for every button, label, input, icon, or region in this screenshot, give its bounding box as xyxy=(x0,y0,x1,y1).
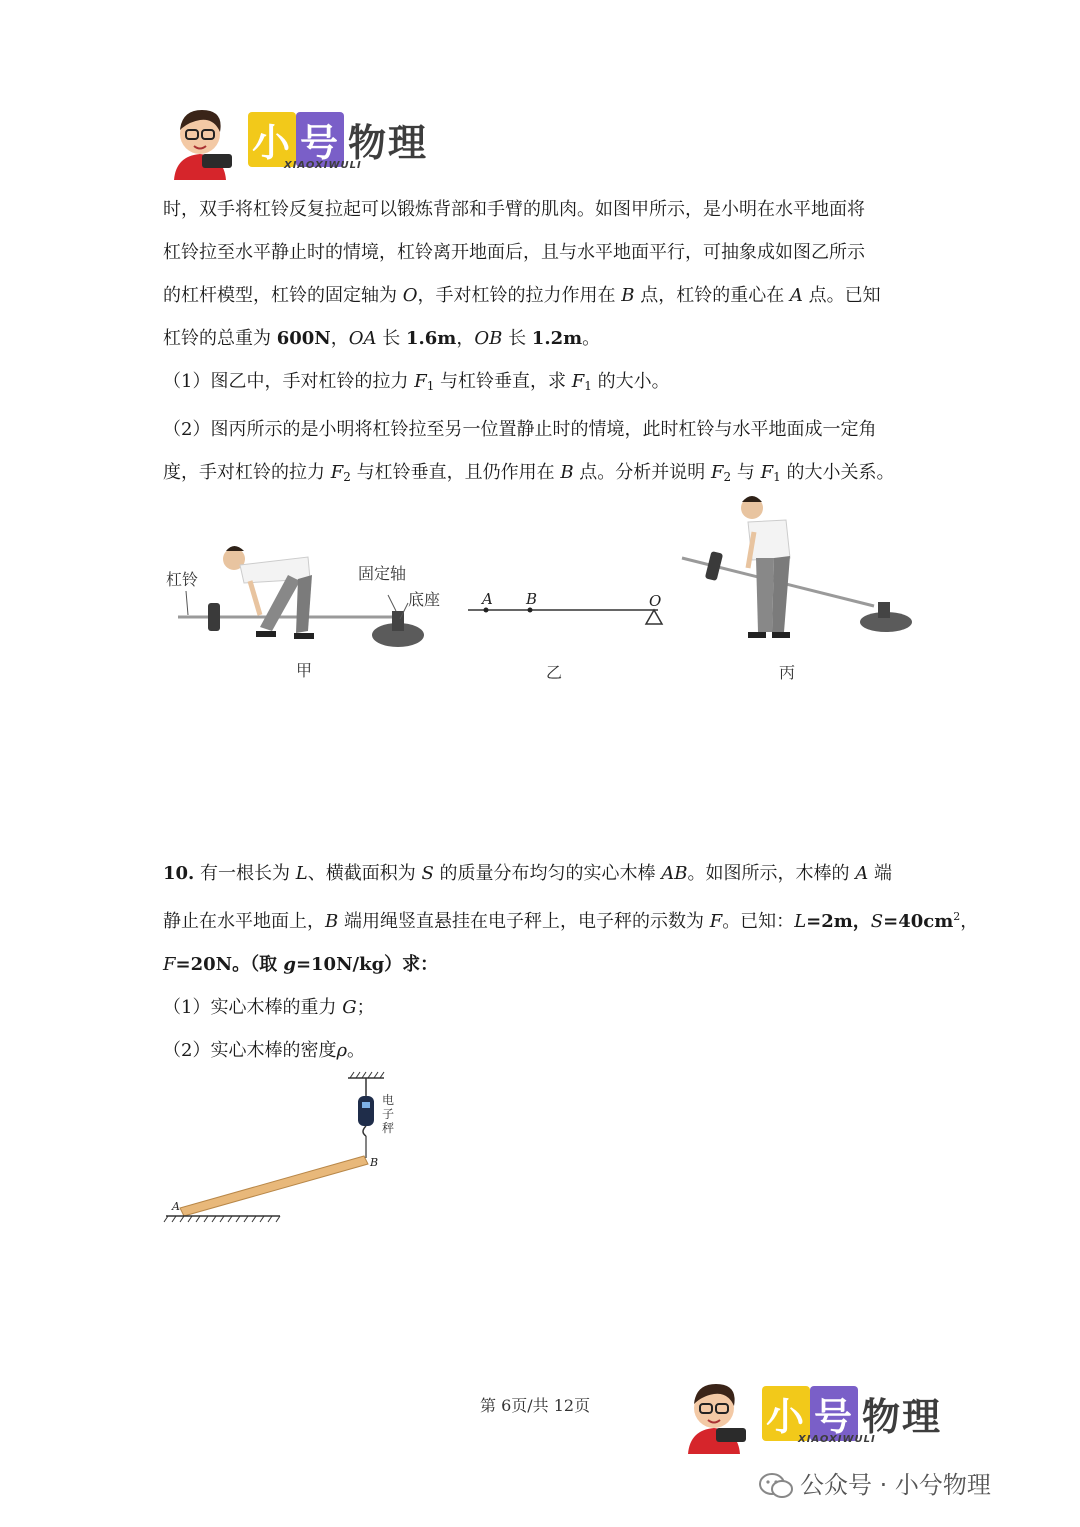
q10-subquestion-2: （2）实心木棒的密度ρ。 xyxy=(163,1040,366,1061)
label-point-b: B xyxy=(526,590,538,608)
brand-name: 小 号 物理 xyxy=(762,1386,942,1441)
q9-line-2: 杠铃拉至水平静止时的情境，杠铃离开地面后，且与水平地面平行，可抽象成如图乙所示 xyxy=(163,242,865,263)
label-fixed-axis: 固定轴 xyxy=(358,564,407,583)
q10-line-2: 静止在水平地面上，B 端用绳竖直悬挂在电子秤上，电子秤的示数为 F。已知：L=2m，$S=40cm^2$， xyxy=(163,910,979,932)
label-rod-a: A xyxy=(172,1200,180,1213)
scale-label-3: 秤 xyxy=(382,1121,395,1135)
footer-logo xyxy=(682,1378,943,1454)
point-b-dot xyxy=(528,608,533,613)
label-base: 底座 xyxy=(408,590,441,609)
caption-yi: 乙 xyxy=(546,663,563,682)
question-10 xyxy=(163,852,979,1072)
q10-line-1: 10. 有一根长为 L、横截面积为 S 的质量分布均匀的实心木棒 AB。如图所示，木棒的 A 端 xyxy=(163,863,892,884)
q9-subquestion-2-line-2: 度，手对杠铃的拉力 $F_2$ 与杠铃垂直，且仍作用在 B 点。分析并说明 $F_2$ 与 $F_1$ 的大小关系。 xyxy=(163,462,895,484)
scale-hook xyxy=(363,1126,366,1136)
caption-jia: 甲 xyxy=(296,661,313,680)
scale-label-2: 子 xyxy=(382,1107,395,1121)
q10-subquestion-1: （1）实心木棒的重力 G； xyxy=(163,997,375,1018)
person-jia xyxy=(223,546,314,639)
caption-bing: 丙 xyxy=(779,663,796,682)
mascot-avatar-icon xyxy=(168,104,244,180)
question-9 xyxy=(163,188,923,499)
person-bing xyxy=(741,496,790,638)
header-logo xyxy=(168,104,429,180)
label-barbell: 杠铃 xyxy=(166,570,199,589)
q9-line-1: 时，双手将杠铃反复拉起可以锻炼背部和手臂的肌肉。如图甲所示，是小明在水平地面将 xyxy=(163,199,865,220)
point-a-dot xyxy=(484,608,489,613)
label-point-a: A xyxy=(482,590,493,608)
mascot-avatar-icon xyxy=(682,1378,758,1454)
q9-subquestion-2-line-1: （2）图丙所示的是小明将杠铃拉至另一位置静止时的情境，此时杠铃与水平地面成一定角 xyxy=(163,419,877,440)
scale-label-1: 电 xyxy=(382,1093,395,1107)
electronic-scale-icon xyxy=(358,1096,374,1126)
figure-bing xyxy=(678,492,918,652)
q10-line-3: F=20N。（取 g=10N/kg）求： xyxy=(163,954,439,975)
q9-line-4: 杠铃的总重为 600N，OA 长 1.6m，OB 长 1.2m。 xyxy=(163,328,601,349)
wechat-icon xyxy=(758,1471,794,1501)
wooden-rod xyxy=(180,1156,368,1216)
figure-yi xyxy=(464,590,674,634)
barbell-plate xyxy=(208,603,220,631)
brand-pinyin: XIAOXIWULI xyxy=(798,1434,876,1445)
figure-q10 xyxy=(160,1066,420,1230)
brand-name: 小 号 物理 xyxy=(248,112,428,167)
q9-subquestion-1: （1）图乙中，手对杠铃的拉力 $F_1$ 与杠铃垂直，求 $F_1$ 的大小。 xyxy=(163,371,670,393)
label-rod-b: B xyxy=(370,1156,379,1169)
brand-pinyin: XIAOXIWULI xyxy=(284,160,362,171)
q9-line-3: 的杠杆模型，杠铃的固定轴为 O，手对杠铃的拉力作用在 B 点，杠铃的重心在 A 点。已知 xyxy=(163,285,881,306)
wechat-account-label: 公众号 · 小兮物理 xyxy=(758,1465,991,1501)
page-number: 第 6页/共 12页 xyxy=(480,1396,591,1415)
fulcrum-icon xyxy=(646,610,662,624)
label-point-o: O xyxy=(649,592,662,610)
barbell-plate-tilted xyxy=(705,551,723,581)
figure-jia xyxy=(160,535,460,655)
